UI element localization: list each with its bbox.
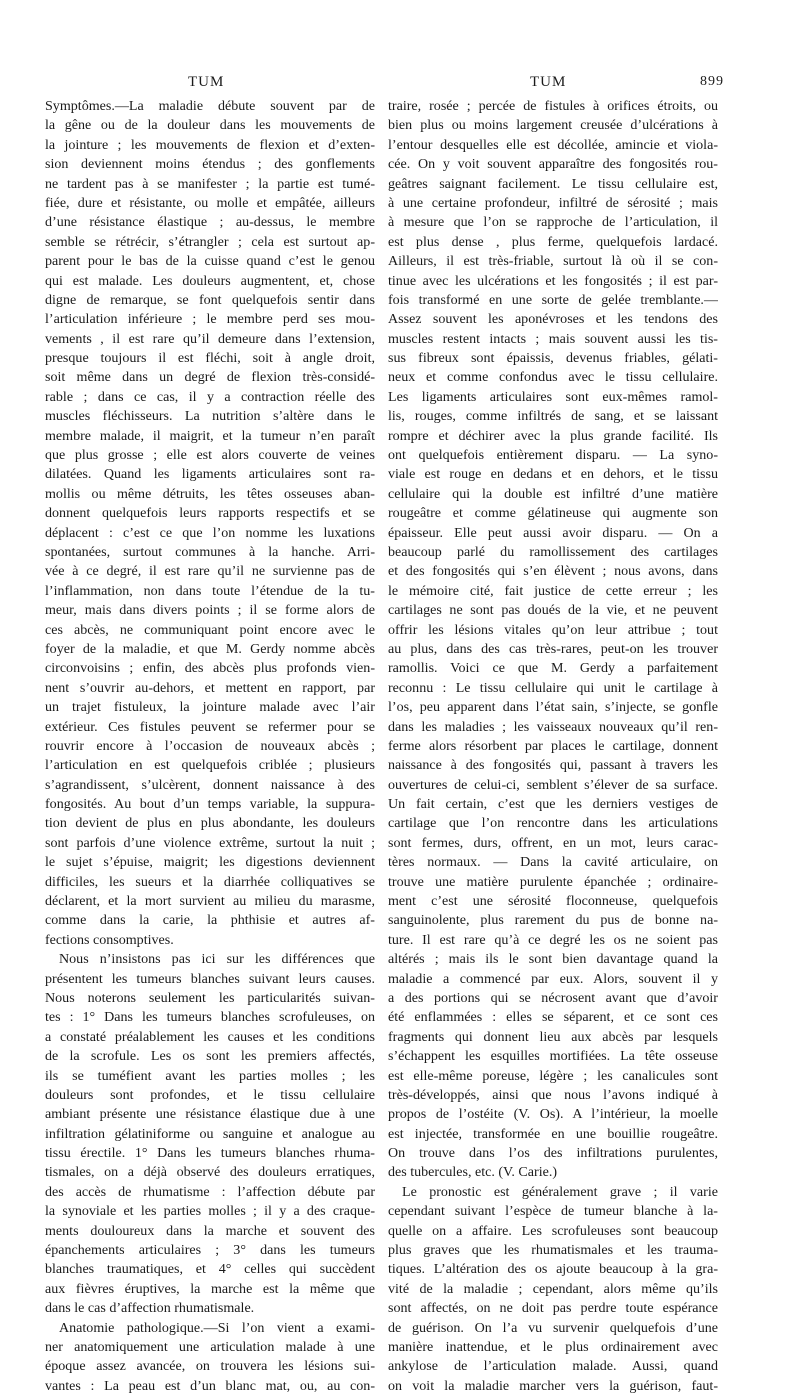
text-line: offrir les lésions vitales qu’on leur attribue ; tout: [388, 621, 718, 638]
text-line: épanchements articulaires ; 3° dans les tumeurs: [45, 1242, 375, 1259]
text-line: le sujet s’épuise, maigrit; les digestions deviennent: [45, 854, 375, 871]
text-line: époque assez avancée, on trouvera les lésions sui-: [45, 1358, 375, 1375]
text-line: muscles restent intacts ; mais souvent aussi les tis-: [388, 330, 718, 347]
text-line: a des portions qui se nécrosent avant que d’avoir: [388, 989, 718, 1006]
text-line: ramollis. Voici ce que M. Gerdy a parfaitement: [388, 660, 718, 677]
text-line: est injectée, transformée en une bouillie rougeâtre.: [388, 1125, 718, 1142]
text-line: comme dans la carie, la phthisie et autres af-: [45, 912, 375, 929]
text-line: douleurs sont profondes, et le tissu cellulaire: [45, 1086, 375, 1103]
text-line: été enflammées : elles se séparent, et ce sont ces: [388, 1009, 718, 1026]
text-line: l’articulation inférieure ; le membre perd ses mou-: [45, 311, 375, 328]
text-line: tion devient de plus en plus abondante, les douleurs: [45, 815, 375, 832]
text-line: épaisseur. Elle peut aussi avoir disparu. — On a: [388, 524, 718, 541]
text-line: le mémoire cité, fait justice de cette erreur ; les: [388, 582, 718, 599]
text-line: tiques. L’altération des os ajoute beaucoup à la gra-: [388, 1261, 718, 1278]
text-line: Un fait certain, c’est que les derniers vestiges de: [388, 796, 718, 813]
text-line: aux fièvres éruptives, la marche est la même que: [45, 1280, 375, 1297]
text-line: dilatées. Quand les ligaments articulaires sont ra-: [45, 466, 375, 483]
text-line: très-développés, ainsi que nous l’avons indiqué à: [388, 1086, 718, 1103]
text-line: plus graves que les rhumatismales et les trauma-: [388, 1242, 718, 1259]
text-line: donnent quelquefois leurs rapports respectifs et se: [45, 505, 375, 522]
text-line: soit même dans un degré de flexion très-considé-: [45, 369, 375, 386]
text-line: vantes : La peau est d’un blanc mat, ou, au con-: [45, 1377, 375, 1394]
text-line: cée. On y voit souvent apparaître des fongosités rou-: [388, 156, 718, 173]
right-text-column: [388, 97, 718, 1396]
text-line: de la scrofule. Les os sont les premiers affectés,: [45, 1048, 375, 1065]
text-line: la gêne ou de la douleur dans les mouvements de: [45, 117, 375, 134]
text-line: semble se rétrécir, s’étrangler ; cela est surtout ap-: [45, 233, 375, 250]
text-line: presque toujours il est fléchi, soit à angle droit,: [45, 350, 375, 367]
text-line: manière inattendue, et le plus ordinairement avec: [388, 1339, 718, 1355]
text-line: d’une résistance élastique ; au-dessus, le membre: [45, 214, 375, 231]
text-line: Assez souvent les aponévroses et les tendons des: [388, 311, 718, 328]
text-line: maladie a commencé par eux. Alors, souvent il y: [388, 970, 718, 987]
text-line: des accès de rhumatisme : l’affection débute par: [45, 1183, 375, 1200]
text-line: vité de la maladie ; cependant, alors même qu’ils: [388, 1280, 718, 1297]
page-number: 899: [700, 74, 724, 89]
text-line: vée à ce degré, il est rare qu’il ne survienne pas de: [45, 563, 375, 580]
text-line: s’échappent les esquilles mortifiées. La tête osseuse: [388, 1048, 718, 1065]
text-line: sont affectés, on ne doit pas perdre toute espérance: [388, 1300, 718, 1317]
text-line: a constaté préalablement les causes et les conditions: [45, 1028, 375, 1045]
text-line: un trajet fistuleux, la jointure malade avec l’air: [45, 699, 375, 716]
text-line: l’inflammation, non dans toute l’étendue de la tu-: [45, 582, 375, 599]
text-line: l’os, peu apparent dans l’état sain, s’injecte, se gonfle: [388, 699, 718, 716]
text-line: Anatomie pathologique.—Si l’on vient a exami-: [59, 1319, 375, 1336]
text-line: geâtres saignant facilement. Le tissu cellulaire est,: [388, 175, 718, 192]
text-line: qui est malade. Les douleurs augmentent, et, chose: [45, 272, 375, 289]
text-line: sus fibreux sont épaissis, devenus friables, gélati-: [388, 350, 718, 367]
text-line: Les ligaments articulaires sont eux-mêmes ramol-: [388, 388, 718, 405]
text-line: meur, mais dans divers points ; il se forme alors de: [45, 602, 375, 619]
text-line: dans les maladies ; les vaisseaux nouveaux qu’il ren-: [388, 718, 718, 735]
text-line: sont fermes, durs, offrent, en un mot, leurs carac-: [388, 834, 718, 851]
text-line: ment c’est une sérosité floconneuse, quelquefois: [388, 893, 718, 910]
text-line: ont quelquefois entièrement disparu. — La syno-: [388, 447, 718, 464]
text-line: cartilage que l’on rencontre dans les articulations: [388, 815, 718, 832]
text-line: ankylose de l’articulation malade. Aussi, quand: [388, 1358, 718, 1375]
text-line: est plus dense , plus ferme, quelquefois lardacé.: [388, 233, 718, 250]
text-line: ner anatomiquement une articulation malade à une: [45, 1339, 375, 1355]
text-line: bien plus ou moins largement creusée d’ulcérations à: [388, 117, 718, 134]
text-line: traire, rosée ; percée de fistules à orifices étroits, ou: [388, 98, 718, 114]
text-line: fongosités. Au bout d’un temps variable, la suppura-: [45, 796, 375, 813]
text-line: ne tardent pas à se manifester ; la partie est tumé-: [45, 175, 375, 192]
text-line: circonvoisins ; enfin, des abcès plus profonds vien-: [45, 660, 375, 677]
text-line: ces abcès, ne communiquant point encore avec le: [45, 621, 375, 638]
text-line: Le pronostic est généralement grave ; il varie: [402, 1183, 718, 1200]
text-line: sanguinolente, plus rarement du pus de bonne na-: [388, 912, 718, 929]
text-line: muscles fléchisseurs. La nutrition s’altère dans le: [45, 408, 375, 425]
text-line: au plus, dans des cas très-rares, peut-on les trouver: [388, 640, 718, 657]
text-line: lis, rouges, comme infiltrés de sang, et se laissant: [388, 408, 718, 425]
text-line: propos de l’ostéite (V. Os). A l’intérieur, la moelle: [388, 1106, 718, 1123]
text-line: cartilages ne sont pas doués de la vie, et ne peuvent: [388, 602, 718, 619]
text-line: blanches traumatiques, et 4° celles qui succèdent: [45, 1261, 375, 1278]
text-line: extérieur. Ces fistules peuvent se refermer pour se: [45, 718, 375, 735]
text-line: spontanées, surtout communes à la hanche. Arri-: [45, 543, 375, 560]
text-line: ments douloureux dans la marche et souvent des: [45, 1222, 375, 1239]
text-line: vements , il est rare qu’il demeure dans l’extension,: [45, 330, 375, 347]
left-text-column: [45, 97, 375, 1396]
text-line: tères normaux. — Dans la cavité articulaire, on: [388, 854, 718, 871]
text-line: rompre et déchirer avec la plus grande facilité. Ils: [388, 427, 718, 444]
text-line: foyer de la maladie, et que M. Gerdy nomme abcès: [45, 640, 375, 657]
text-line: ouvertures de celui-ci, semblent s’élever de sa surface.: [388, 776, 718, 793]
text-line: beaucoup parlé du ramollissement des cartilages: [388, 543, 718, 560]
text-line: ferme alors résorbent par places le cartilage, donnent: [388, 737, 718, 754]
text-line: tismales, on a déjà observé des douleurs erratiques,: [45, 1164, 375, 1181]
text-line: l’entour desquelles elle est décollée, amincie et viola-: [388, 136, 718, 153]
text-line: nent s’ouvrir au-dehors, et mettent en rapport, par: [45, 679, 375, 696]
text-line: des tubercules, etc. (V. Carie.): [388, 1164, 558, 1181]
text-line: fections consomptives.: [45, 931, 174, 948]
text-line: sion deviennent moins étendus ; des gonflements: [45, 156, 375, 173]
text-line: mollis ou même détruits, les têtes osseuses aban-: [45, 485, 375, 502]
text-line: difficiles, les sueurs et la diarrhée colliquatives se: [45, 873, 375, 890]
text-line: membre malade, il maigrit, et la tumeur n’en paraît: [45, 427, 375, 444]
text-line: de guérison. On l’a vu survenir quelquefois d’une: [388, 1319, 718, 1336]
text-line: infiltration gélatiniforme ou sanguine et analogue au: [45, 1125, 375, 1142]
text-line: la jointure ; les mouvements de flexion et d’exten-: [45, 136, 375, 153]
text-line: On trouve dans l’os des infiltrations purulentes,: [388, 1145, 718, 1162]
text-line: quelle on a affaire. Les scrofuleuses sont beaucoup: [388, 1222, 718, 1239]
text-line: Symptômes.—La maladie débute souvent par de: [45, 98, 375, 114]
text-line: fiée, dure et résistante, ou molle et empâtée, ailleurs: [45, 194, 375, 211]
text-line: cellulaire qui la double est infiltré d’une matière: [388, 485, 718, 502]
text-line: est elle-même poreuse, légère ; les canalicules sont: [388, 1067, 718, 1084]
text-line: dans le cas d’affection rhumatismale.: [45, 1300, 255, 1317]
text-line: Nous n’insistons pas ici sur les différences que: [59, 951, 375, 968]
text-line: présentent les tumeurs blanches suivant leurs causes.: [45, 970, 375, 987]
text-line: et des fongosités qui s’en élèvent ; nous avons, dans: [388, 563, 718, 580]
text-line: parent pour le bas de la cuisse quand c’est le genou: [45, 253, 375, 270]
text-line: rable ; dans ce cas, il y a contraction réelle des: [45, 388, 375, 405]
text-line: fois transformé en une sorte de gelée tremblante.—: [388, 291, 718, 308]
text-line: la synoviale et les parties molles ; il y a des craque-: [45, 1203, 375, 1220]
text-line: ture. Il est rare qu’à ce degré les os ne soient pas: [388, 931, 718, 948]
text-line: tes : 1° Dans les tumeurs blanches scrofuleuses, on: [45, 1009, 375, 1026]
text-line: reconnu : Le tissu cellulaire qui unit le cartilage à: [388, 679, 718, 696]
text-line: neux et comme confondus avec le tissu cellulaire.: [388, 369, 718, 386]
text-line: trouve une matière purulente épanchée ; ordinaire-: [388, 873, 718, 890]
text-line: cependant suivant l’espèce de tumeur blanche à la-: [388, 1203, 718, 1220]
text-line: sont parfois d’une violence extrême, surtout la nuit ;: [45, 834, 375, 851]
text-line: déclarent, et la mort survient au milieu du marasme,: [45, 893, 375, 910]
right-running-title: TUM: [530, 74, 567, 90]
text-line: digne de remarque, se font quelquefois sentir dans: [45, 291, 375, 308]
text-line: tinue avec les ulcérations et les fongosités ; il est par-: [388, 272, 718, 289]
text-line: rouvrir encore à l’occasion de nouveaux abcès ;: [45, 737, 375, 754]
text-line: l’articulation en est quelquefois criblée ; plusieurs: [45, 757, 375, 774]
text-line: rougeâtre et comme gélatineuse qui augmente son: [388, 505, 718, 522]
text-line: déplacent : c’est ce que l’on nomme les luxations: [45, 524, 375, 541]
text-line: ils se tuméfient avant les parties molles ; les: [45, 1067, 375, 1084]
text-line: naissance à des fongosités qui, passant à travers les: [388, 757, 718, 774]
text-line: Nous noterons seulement les particularités suivan-: [45, 989, 375, 1006]
text-line: à une certaine profondeur, infiltré de sérosité ; mais: [388, 194, 718, 211]
text-line: que plus grosse ; elle est alors couverte de veines: [45, 447, 375, 464]
text-line: viale est rouge en dedans et en dehors, et le tissu: [388, 466, 718, 483]
running-header: [0, 74, 800, 94]
text-line: fragments qui donnent lieu aux abcès par lesquels: [388, 1028, 718, 1045]
text-line: Ailleurs, il est très-friable, surtout là où il se con-: [388, 253, 718, 270]
text-line: s’agrandissent, s’ulcèrent, donnent naissance à des: [45, 776, 375, 793]
text-line: altérés ; mais ils le sont bien davantage quand la: [388, 951, 718, 968]
text-line: à mesure que l’on se rapproche de l’articulation, il: [388, 214, 718, 231]
left-running-title: TUM: [188, 74, 225, 90]
text-line: tissu érectile. 1° Dans les tumeurs blanches rhuma-: [45, 1145, 375, 1162]
text-line: on voit la maladie marcher vers la guérison, faut-: [388, 1377, 718, 1394]
text-line: ambiant présente une résistance élastique due à une: [45, 1106, 375, 1123]
